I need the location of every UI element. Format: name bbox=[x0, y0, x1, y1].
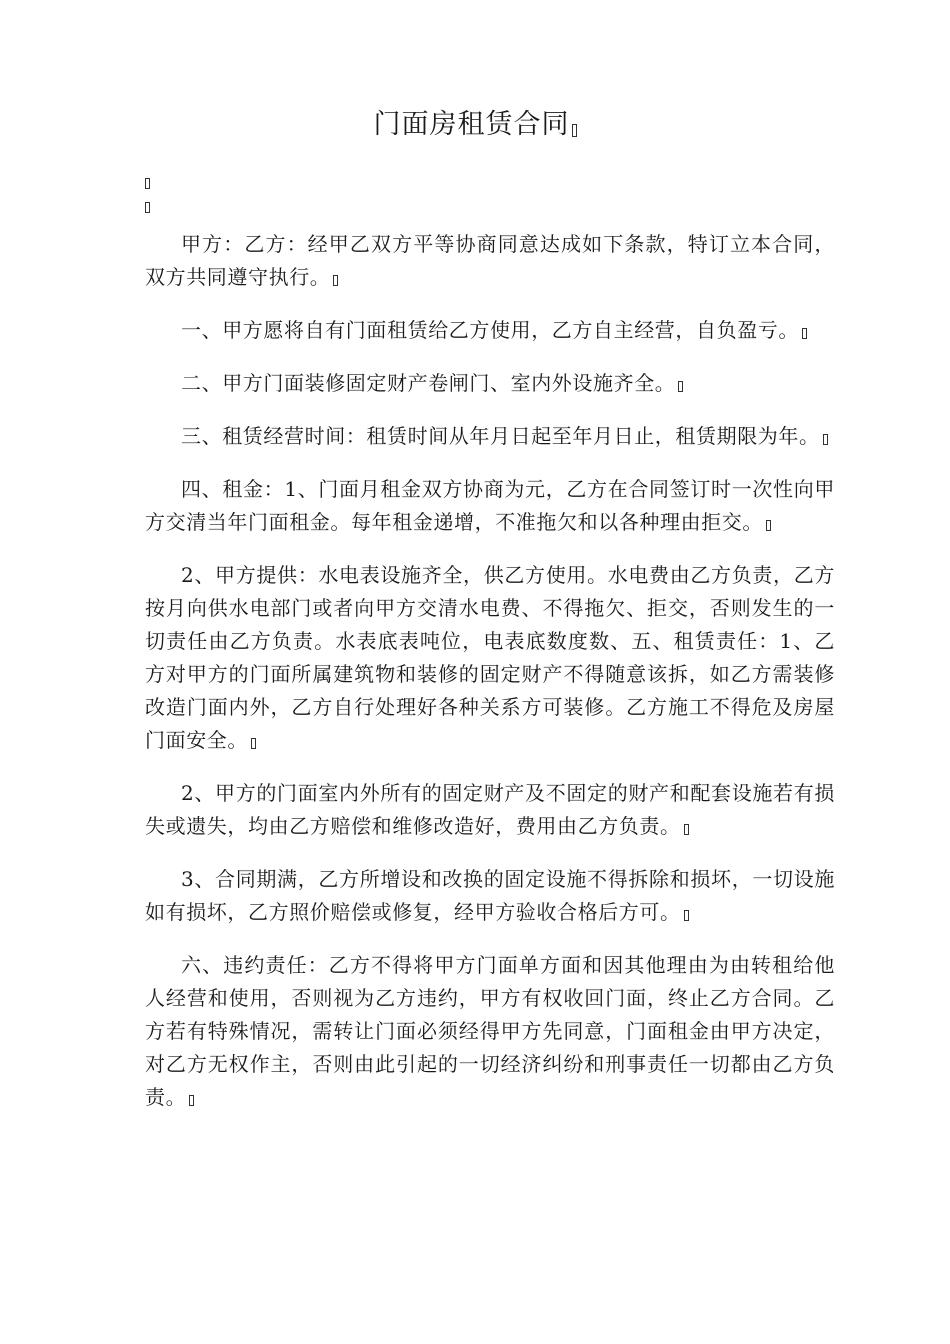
paragraph-mark-icon bbox=[678, 381, 683, 392]
contract-paragraph: 六、违约责任：乙方不得将甲方门面单方面和因其他理由为由转租给他人经营和使用，否则视为乙方违约，甲方有权收回门面，终止乙方合同。乙方若有特殊情况，需转让门面必须经得甲方先同意，门面租金由甲方决定，对乙方无权作主，否则由此引起的一切经济纠纷和刑事责任一切都由乙方负责。 bbox=[145, 953, 835, 1109]
contract-paragraph: 2、甲方的门面室内外所有的固定财产及不固定的财产和配套设施若有损失或遗失，均由乙方赔偿和维修改造好，费用由乙方负责。 bbox=[145, 781, 835, 838]
paragraph-mark-icon bbox=[333, 275, 338, 286]
paragraph-mark-icon bbox=[684, 910, 689, 921]
document-title bbox=[0, 102, 950, 141]
contract-paragraph: 一、甲方愿将自有门面租赁给乙方使用，乙方自主经营，自负盈亏。 bbox=[145, 314, 835, 347]
contract-paragraph: 三、租赁经营时间：租赁时间从年月日起至年月日止，租赁期限为年。 bbox=[145, 420, 835, 453]
contract-paragraph: 四、租金：1、门面月租金双方协商为元，乙方在合同签订时一次性向甲方交清当年门面租金。每年租金递增，不准拖欠和以各种理由拒交。 bbox=[145, 477, 835, 534]
title-text: 门面房租赁合同 bbox=[373, 109, 570, 140]
contract-paragraph: 甲方：乙方：经甲乙双方平等协商同意达成如下条款，特订立本合同，双方共同遵守执行。 bbox=[145, 232, 835, 289]
paragraph-mark-icon bbox=[189, 1095, 194, 1106]
contract-paragraph: 3、合同期满，乙方所增设和改换的固定设施不得拆除和损坏，一切设施如有损坏，乙方照价赔偿或修复，经甲方验收合格后方可。 bbox=[145, 867, 835, 924]
paragraph-mark-icon bbox=[684, 824, 689, 835]
paragraph-mark-icon bbox=[145, 202, 150, 213]
paragraph-mark-icon bbox=[823, 434, 828, 445]
paragraph-mark-icon bbox=[145, 178, 150, 189]
contract-paragraph: 二、甲方门面装修固定财产卷闸门、室内外设施齐全。 bbox=[145, 367, 835, 400]
contract-paragraph: 2、甲方提供：水电表设施齐全，供乙方使用。水电费由乙方负责，乙方按月向供水电部门或者向甲方交清水电费、不得拖欠、拒交，否则发生的一切责任由乙方负责。水表底表吨位，电表底数度数、五、租赁责任：1、乙方对甲方的门面所属建筑物和装修的固定财产不得随意该拆，如乙方需装修改造门面内外，乙方自行处理好各种关系方可装修。乙方施工不得危及房屋门面安全。 bbox=[145, 563, 835, 752]
paragraph-mark-icon bbox=[802, 328, 807, 339]
contract-body bbox=[145, 228, 835, 1134]
paragraph-mark-icon bbox=[572, 124, 577, 137]
paragraph-mark-icon bbox=[766, 520, 771, 531]
paragraph-mark-icon bbox=[251, 738, 256, 749]
